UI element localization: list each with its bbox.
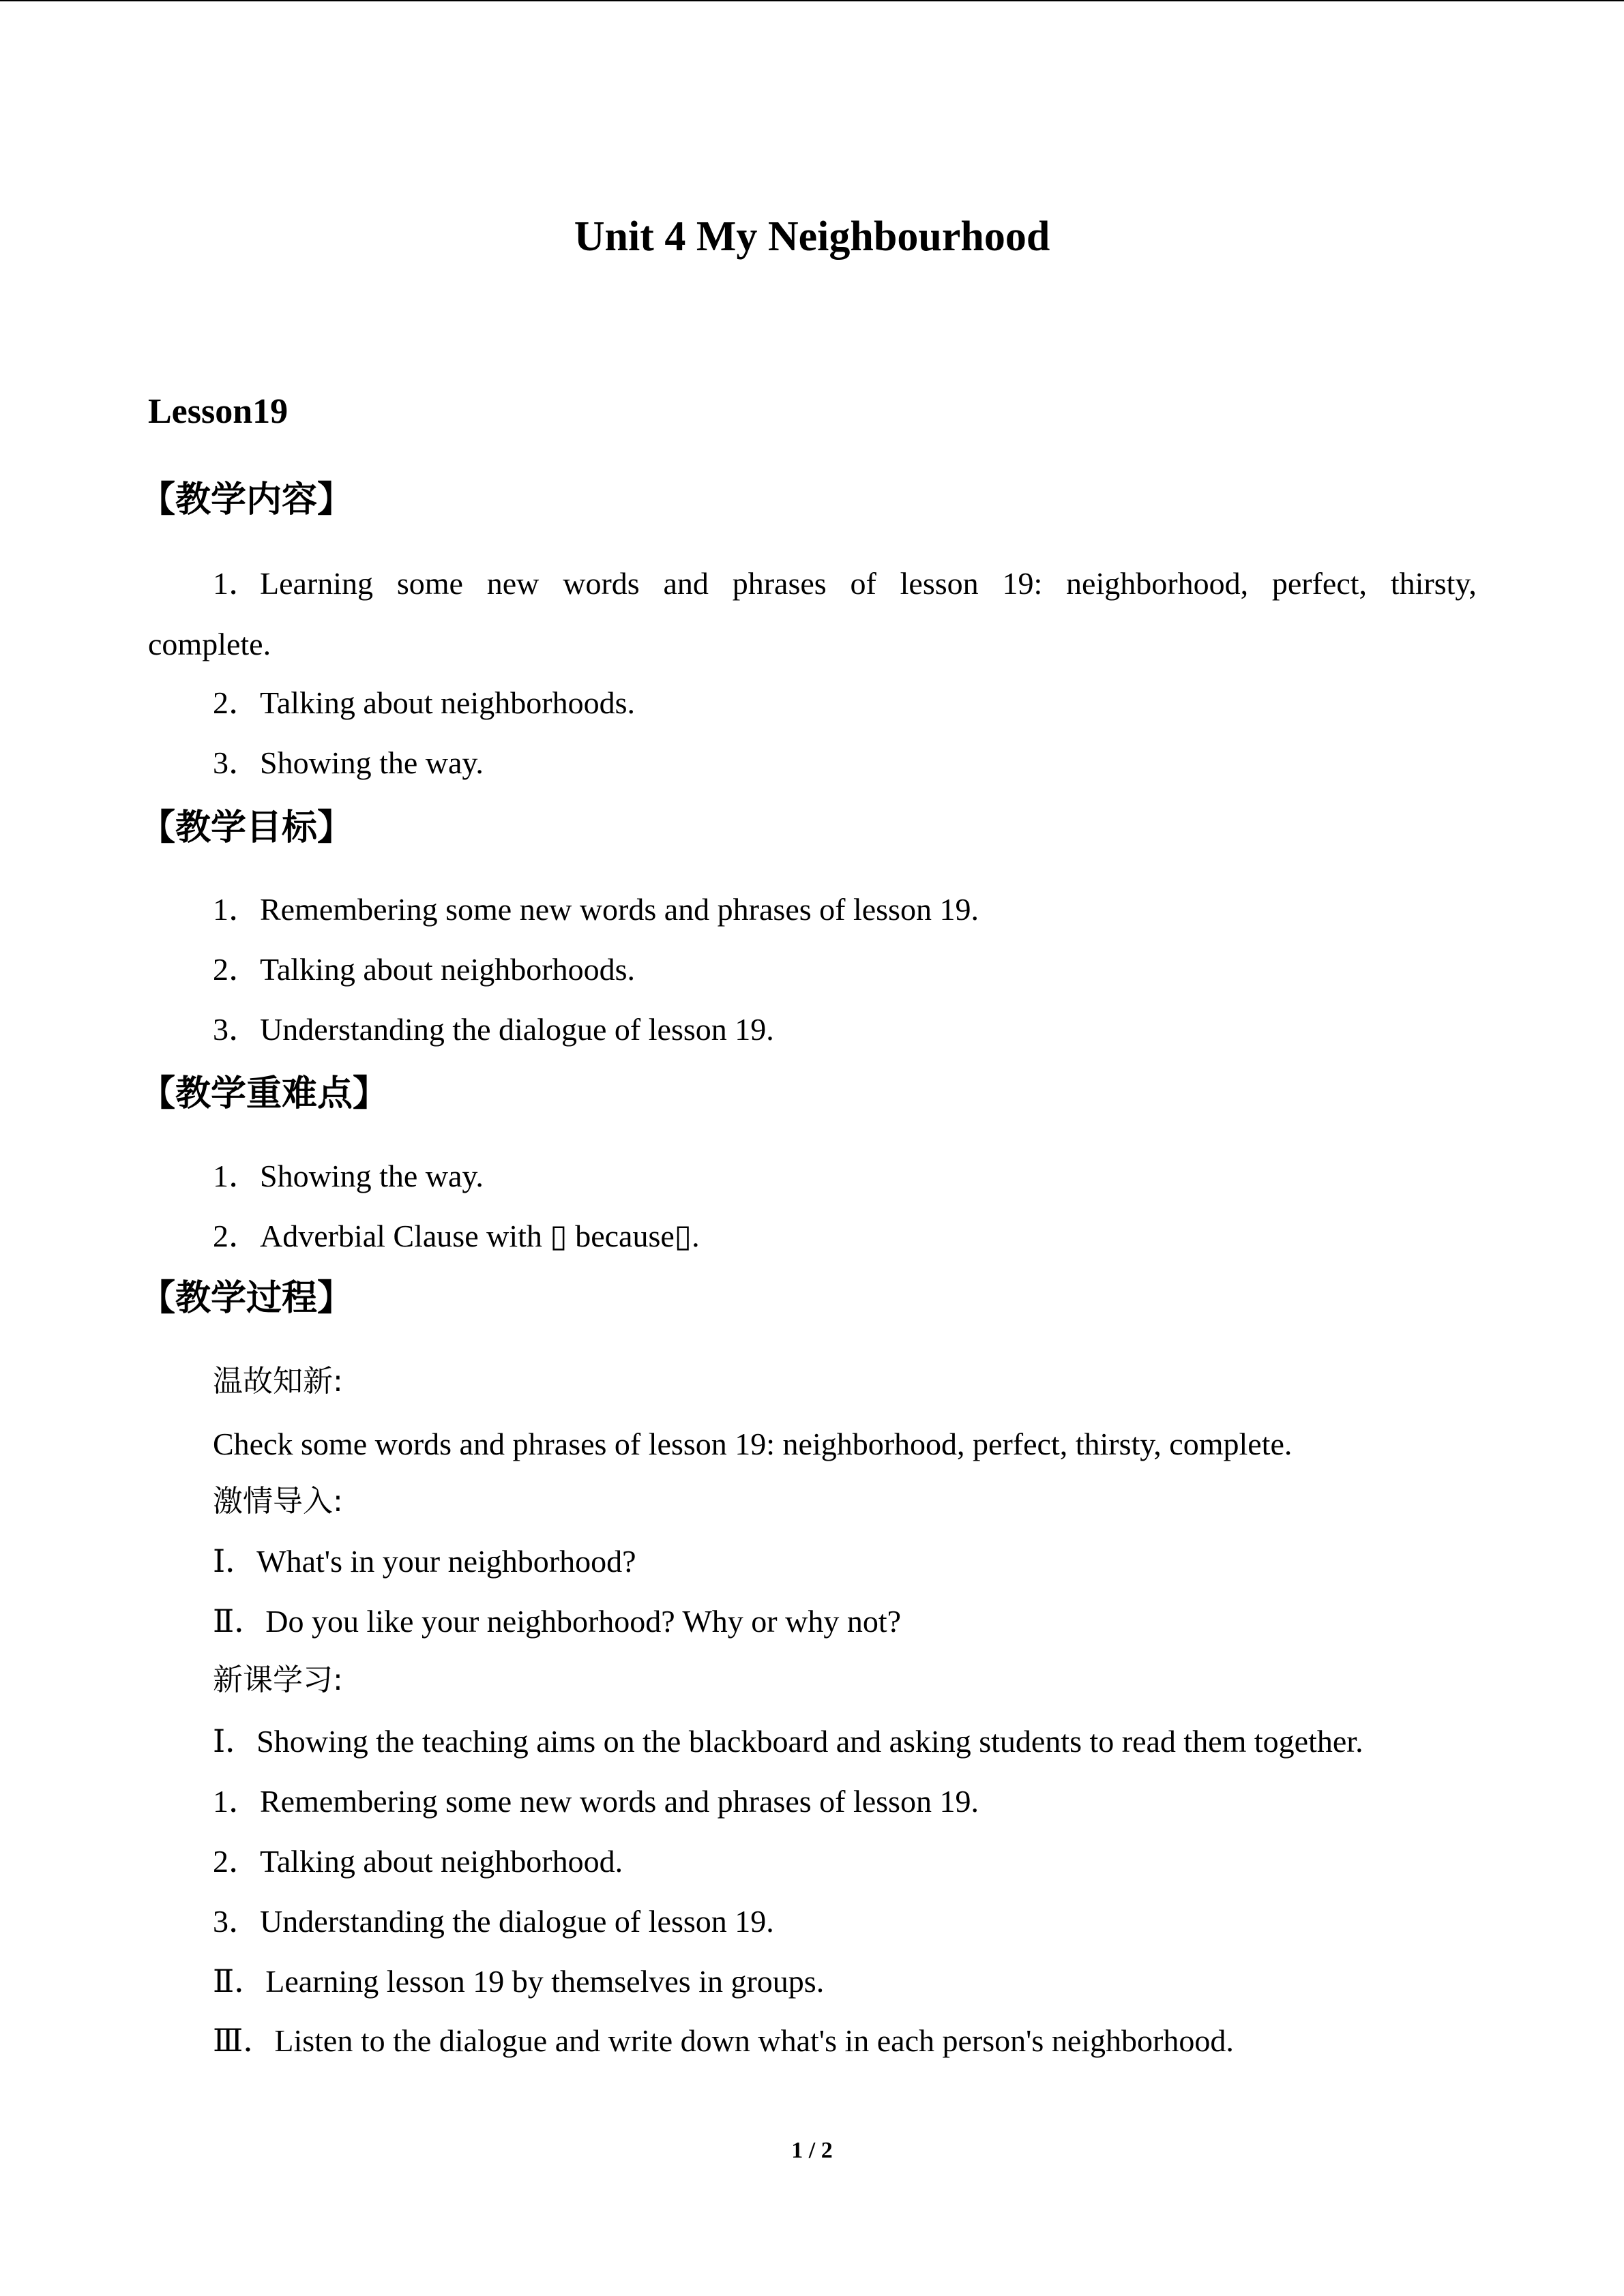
content-item-1-word: of xyxy=(850,566,876,601)
new-lesson-step-2: Ⅱ．Learning lesson 19 by themselves in groups. xyxy=(213,1964,825,1999)
objective-item-2: 2．Talking about neighborhoods. xyxy=(213,952,635,987)
content-item-1-continuation: complete. xyxy=(148,627,271,661)
section-heading-objectives: 【教学目标】 xyxy=(140,807,353,848)
new-lesson-step-3: Ⅲ．Listen to the dialogue and write down what's in each person's neighborhood. xyxy=(213,2023,1234,2058)
lesson-heading: Lesson19 xyxy=(148,392,289,431)
intro-question-2: Ⅱ．Do you like your neighborhood? Why or why not? xyxy=(213,1604,902,1639)
section-heading-process: 【教学过程】 xyxy=(140,1278,353,1319)
new-lesson-aim-3: 3．Understanding the dialogue of lesson 19. xyxy=(213,1904,774,1939)
document-title: Unit 4 My Neighbourhood xyxy=(574,213,1050,260)
content-item-1-word: perfect, xyxy=(1271,566,1368,601)
content-item-1-word: words xyxy=(563,566,640,601)
intro-label: 激情导入: xyxy=(213,1484,343,1519)
top-border-line xyxy=(0,0,1624,1)
new-lesson-label: 新课学习: xyxy=(213,1663,343,1697)
content-item-1-word: lesson xyxy=(900,566,979,601)
content-item-1-word: 1．Learning xyxy=(213,566,374,601)
new-lesson-aim-1: 1．Remembering some new words and phrases of lesson 19. xyxy=(213,1784,979,1819)
content-item-1-word: and xyxy=(663,566,709,601)
objective-item-1: 1．Remembering some new words and phrases of lesson 19. xyxy=(213,892,979,927)
content-item-1-word: 19: xyxy=(1002,566,1043,601)
content-item-2: 2．Talking about neighborhoods. xyxy=(213,685,635,720)
review-text: Check some words and phrases of lesson 19: neighborhood, perfect, thirsty, complete. xyxy=(213,1427,1293,1461)
objective-item-3: 3．Understanding the dialogue of lesson 19. xyxy=(213,1012,774,1047)
content-item-1-word: some xyxy=(396,566,463,601)
content-item-3: 3．Showing the way. xyxy=(213,745,484,780)
content-item-1-word: new xyxy=(486,566,540,601)
new-lesson-step-1: Ⅰ．Showing the teaching aims on the blackboard and asking students to read them together. xyxy=(213,1724,1363,1759)
key-point-item-1: 1．Showing the way. xyxy=(213,1159,484,1193)
section-heading-key-points: 【教学重难点】 xyxy=(140,1073,389,1114)
new-lesson-aim-2: 2．Talking about neighborhood. xyxy=(213,1844,623,1879)
content-item-1-word: thirsty, xyxy=(1390,566,1477,601)
content-item-1 xyxy=(213,568,1477,599)
intro-question-1: Ⅰ．What's in your neighborhood? xyxy=(213,1544,636,1579)
content-item-1-word: phrases xyxy=(732,566,827,601)
key-point-item-2: 2．Adverbial Clause with ▯ because▯. xyxy=(213,1219,700,1253)
review-label: 温故知新: xyxy=(213,1364,343,1399)
content-item-1-word: neighborhood, xyxy=(1066,566,1249,601)
page-number: 1 / 2 xyxy=(791,2138,833,2163)
section-heading-content: 【教学内容】 xyxy=(140,479,353,520)
